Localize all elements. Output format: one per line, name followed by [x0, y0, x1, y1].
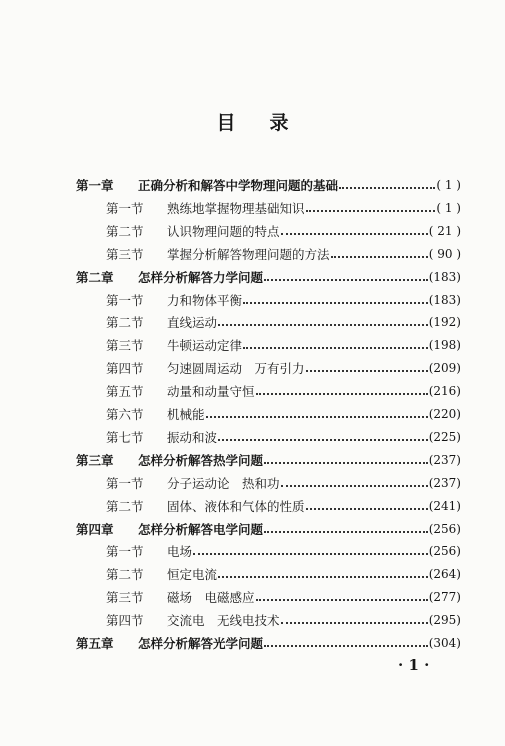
toc-section-row — [106, 313, 461, 331]
leader-dots — [218, 576, 428, 578]
chapter-number: 第四章 — [76, 521, 114, 537]
toc-section-row — [106, 588, 461, 606]
section-number: 第四节 — [106, 361, 144, 377]
leader-dots — [256, 599, 428, 601]
chapter-title: 怎样分析解答电学问题 — [138, 521, 264, 537]
leader-dots — [306, 508, 428, 510]
page-ref: (198) — [428, 338, 461, 353]
section-title: 匀速圆周运动 万有引力 — [167, 361, 305, 377]
leader-dots — [264, 645, 428, 647]
section-title: 固体、液体和气体的性质 — [167, 498, 305, 514]
toc-chapter-row — [76, 634, 461, 652]
section-number: 第七节 — [106, 429, 144, 445]
page-ref: (304) — [428, 636, 461, 650]
chapter-number: 第五章 — [76, 636, 114, 651]
page-ref: (277) — [428, 590, 461, 605]
leader-dots — [281, 622, 428, 624]
section-number: 第四节 — [106, 613, 144, 629]
page-ref: (183) — [428, 292, 461, 307]
section-number: 第六节 — [106, 407, 144, 422]
toc-section-row — [106, 428, 461, 446]
toc-section-row — [106, 611, 461, 629]
section-number: 第三节 — [106, 338, 144, 354]
chapter-number: 第一章 — [76, 178, 114, 193]
page-ref: (225) — [428, 429, 461, 444]
section-number: 第三节 — [106, 246, 144, 262]
section-number: 第二节 — [106, 567, 144, 583]
chapter-number: 第三章 — [76, 452, 114, 468]
leader-dots — [243, 302, 428, 304]
section-number: 第一节 — [106, 200, 144, 216]
page-title — [0, 108, 505, 135]
toc-section-row — [106, 382, 461, 400]
toc-section-row — [106, 542, 461, 560]
section-title: 掌握分析解答物理问题的方法 — [167, 246, 330, 262]
page-ref: (256) — [428, 544, 461, 559]
leader-dots — [218, 324, 428, 326]
leader-dots — [218, 439, 428, 441]
page-ref: (295) — [428, 613, 461, 628]
page-ref: ( 1 ) — [436, 200, 461, 215]
page-ref: (183) — [428, 269, 461, 284]
toc-section-row — [106, 359, 461, 377]
toc-chapter-row — [76, 520, 461, 538]
section-title: 力和物体平衡 — [167, 292, 243, 308]
toc-section-row — [106, 497, 461, 515]
leader-dots — [264, 279, 428, 281]
chapter-title: 怎样分析解答热学问题 — [138, 452, 264, 468]
section-number: 第一节 — [106, 544, 144, 560]
toc-section-row — [106, 405, 461, 423]
section-title: 交流电 无线电技术 — [167, 613, 280, 629]
page-number: · 1 · — [398, 656, 430, 674]
page-ref: (256) — [428, 521, 461, 536]
title-char-2: 录 — [269, 112, 289, 134]
toc-section-row — [106, 222, 461, 240]
page-ref: ( 90 ) — [428, 246, 461, 261]
section-number: 第二节 — [106, 223, 144, 239]
toc-section-row — [106, 199, 461, 217]
page-ref: (220) — [428, 407, 461, 421]
leader-dots — [256, 393, 428, 395]
toc-section-row — [106, 245, 461, 263]
section-title: 熟练地掌握物理基础知识 — [167, 200, 305, 216]
section-number: 第二节 — [106, 498, 144, 514]
section-title: 直线运动 — [167, 315, 218, 331]
toc-chapter-row — [76, 176, 461, 194]
section-title: 恒定电流 — [167, 567, 218, 583]
leader-dots — [281, 485, 428, 487]
section-title: 分子运动论 热和功 — [167, 475, 280, 491]
page-ref: (216) — [428, 384, 461, 399]
section-title: 电场 — [167, 544, 193, 560]
section-title: 振动和波 — [167, 429, 218, 445]
toc-section-row — [106, 474, 461, 492]
leader-dots — [281, 233, 428, 235]
leader-dots — [264, 462, 428, 464]
leader-dots — [306, 370, 428, 372]
toc-section-row — [106, 565, 461, 583]
toc-section-row — [106, 336, 461, 354]
leader-dots — [264, 531, 428, 533]
section-number: 第二节 — [106, 315, 144, 331]
toc-section-row — [106, 291, 461, 309]
chapter-title: 怎样分析解答光学问题 — [138, 636, 264, 651]
toc-chapter-row — [76, 451, 461, 469]
page-ref: (237) — [428, 475, 461, 490]
chapter-title: 正确分析和解答中学物理问题的基础 — [138, 178, 339, 193]
page-ref: (192) — [428, 315, 461, 330]
page-ref: (241) — [428, 498, 461, 513]
page-ref: ( 21 ) — [428, 223, 461, 238]
leader-dots — [306, 210, 436, 212]
chapter-title: 怎样分析解答力学问题 — [138, 269, 264, 285]
section-title: 机械能 — [167, 407, 205, 422]
toc-chapter-row — [76, 268, 461, 286]
page-ref: (209) — [428, 361, 461, 376]
section-title: 牛顿运动定律 — [167, 338, 243, 354]
leader-dots — [193, 553, 428, 555]
leader-dots — [339, 187, 435, 189]
section-title: 动量和动量守恒 — [167, 384, 255, 400]
title-char-1: 目 — [216, 112, 236, 134]
section-number: 第五节 — [106, 384, 144, 400]
page-ref: ( 1 ) — [436, 178, 461, 192]
page-ref: (264) — [428, 567, 461, 582]
section-number: 第一节 — [106, 292, 144, 308]
leader-dots — [206, 416, 428, 418]
chapter-number: 第二章 — [76, 269, 114, 285]
section-number: 第一节 — [106, 475, 144, 491]
section-number: 第三节 — [106, 590, 144, 606]
section-title: 认识物理问题的特点 — [167, 223, 280, 239]
leader-dots — [243, 347, 428, 349]
leader-dots — [331, 256, 428, 258]
page-ref: (237) — [428, 452, 461, 467]
section-title: 磁场 电磁感应 — [167, 590, 255, 606]
